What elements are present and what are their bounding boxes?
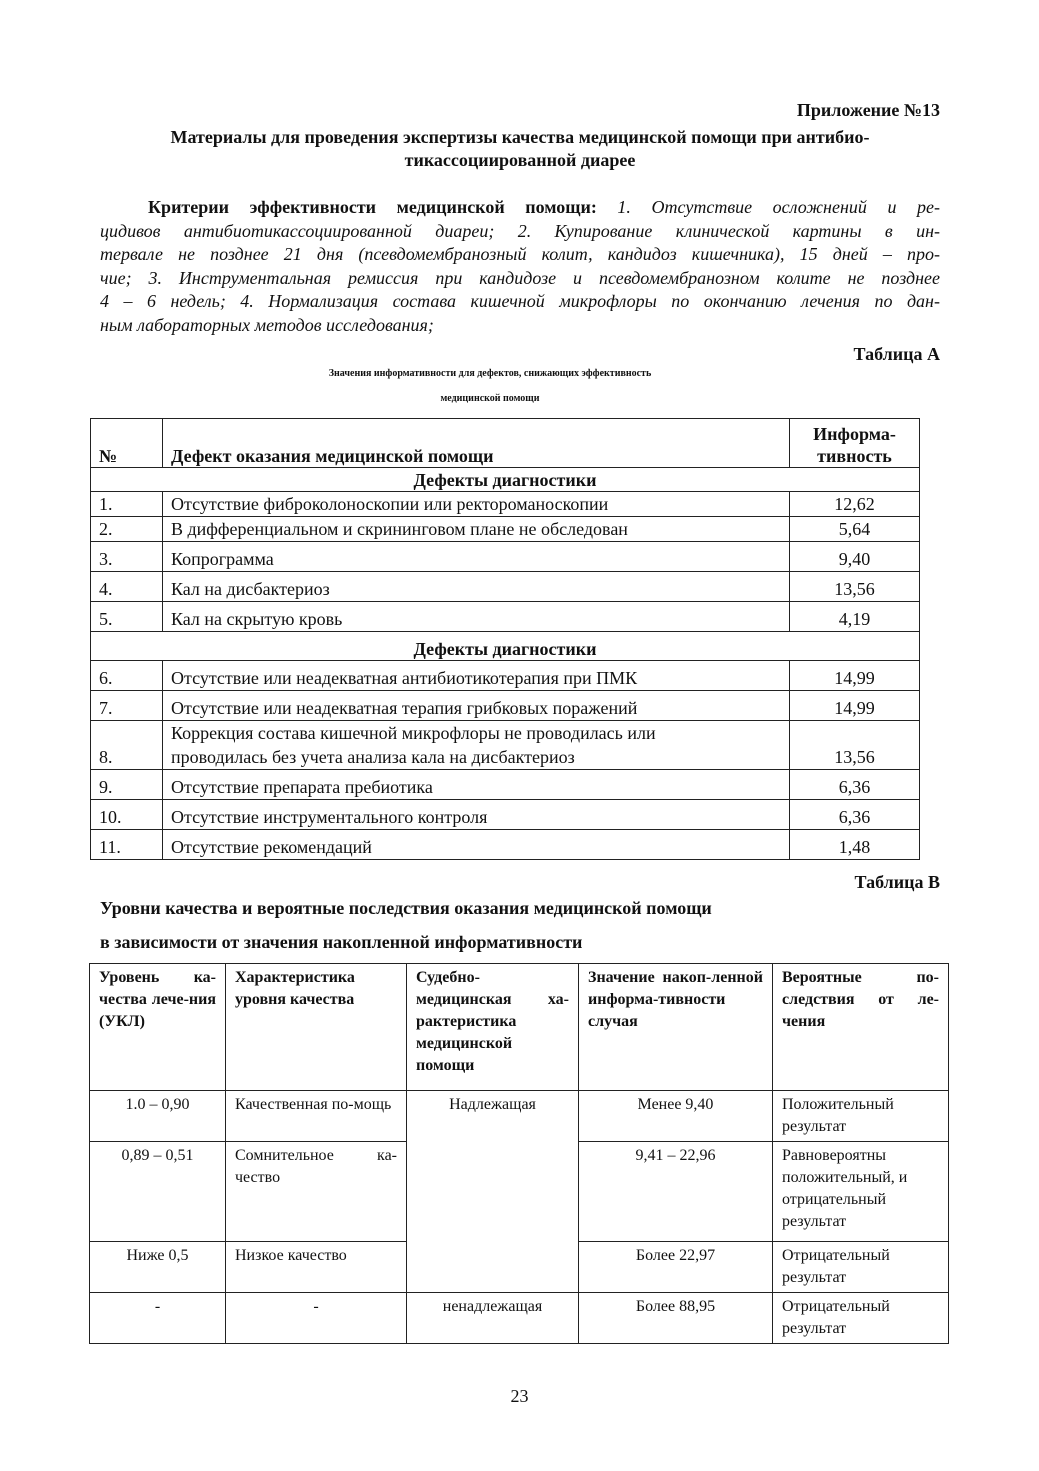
criteria-line-1: Критерии эффективности медицинской помощи: 1. Отсутствие осложнений и ре-: [148, 197, 940, 217]
row-level: -: [90, 1293, 226, 1344]
criteria-paragraph: [100, 196, 940, 338]
row-value: 13,56: [790, 572, 920, 602]
row-forensic: ненадлежащая: [407, 1293, 579, 1344]
header-num: №: [91, 419, 163, 468]
header-defect: Дефект оказания медицинской помощи: [163, 419, 790, 468]
page-number: 23: [510, 1386, 529, 1406]
document-title: [100, 126, 940, 172]
row-defect: Отсутствие или неадекватная терапия грибковых поражений: [163, 691, 790, 721]
criteria-line-4: чие; 3. Инструментальная ремиссия при кандидозе и псевдомембранозном колите не позднее: [100, 267, 940, 288]
appendix-label: Приложение №13: [796, 100, 940, 120]
row-defect: Кал на дисбактериоз: [163, 572, 790, 602]
row-defect: Отсутствие или неадекватная антибиотикотерапия при ПМК: [163, 661, 790, 691]
row-outcome: Отрицательный результат: [773, 1242, 949, 1293]
row-defect: Отсутствие инструментального контроля: [163, 800, 790, 830]
row-num: 1.: [91, 492, 163, 517]
header-outcome: Вероятные по-следствия от ле-чения: [773, 964, 949, 1091]
row-defect: В дифференциальном и скрининговом плане не обследован: [163, 517, 790, 542]
row-level: 1.0 – 0,90: [90, 1091, 226, 1142]
title-line-1: Материалы для проведения экспертизы качества медицинской помощи при антибио-: [170, 127, 870, 147]
row-value: 1,48: [790, 830, 920, 860]
header-forensic: Судебно-медицинская ха-рактеристика медицинской помощи: [407, 964, 579, 1091]
table-row: [91, 691, 920, 721]
title-line-2: тикассоциированной диарее: [404, 150, 636, 170]
row-value: 9,41 – 22,96: [579, 1142, 773, 1242]
table-row: [91, 602, 920, 632]
header-accumulated-value: Значение накоп-ленной информа-тивности случая: [579, 964, 773, 1091]
section-row: [91, 632, 920, 661]
header-quality-level: Уровень ка-чества лече-ния (УКЛ): [90, 964, 226, 1091]
row-value: 9,40: [790, 542, 920, 572]
table-row: [91, 492, 920, 517]
header-characteristic: Характеристика уровня качества: [226, 964, 407, 1091]
row-defect: Кал на скрытую кровь: [163, 602, 790, 632]
row-num: 7.: [91, 691, 163, 721]
criteria-label: Критерии эффективности медицинской помощи:: [148, 197, 597, 217]
row-outcome: Положительный результат: [773, 1091, 949, 1142]
table-row: [91, 830, 920, 860]
criteria-line-6: ным лабораторных методов исследования;: [100, 314, 434, 335]
table-row: [91, 542, 920, 572]
row-value: Менее 9,40: [579, 1091, 773, 1142]
row-characteristic: Качественная по-мощь: [226, 1091, 407, 1142]
table-b-header-row: [90, 964, 949, 1091]
row-level: 0,89 – 0,51: [90, 1142, 226, 1242]
table-a-caption-line-2: медицинской помощи: [440, 393, 540, 404]
row-value: 14,99: [790, 661, 920, 691]
row-value: 14,99: [790, 691, 920, 721]
table-a-label: Таблица А: [853, 344, 940, 364]
row-value: 6,36: [790, 770, 920, 800]
table-b-label: Таблица В: [854, 872, 940, 892]
row-num: 10.: [91, 800, 163, 830]
table-row: [91, 800, 920, 830]
section-title: Дефекты диагностики: [91, 468, 920, 492]
table-row: [91, 517, 920, 542]
table-b: [89, 963, 949, 1344]
row-outcome: Равновероятны положительный, и отрицательный результат: [773, 1142, 949, 1242]
section-row: [91, 468, 920, 492]
row-defect: Копрограмма: [163, 542, 790, 572]
row-value: 4,19: [790, 602, 920, 632]
row-value: Более 22,97: [579, 1242, 773, 1293]
row-num: 5.: [91, 602, 163, 632]
section-title: Дефекты диагностики: [91, 632, 920, 661]
row-defect: Отсутствие препарата пребиотика: [163, 770, 790, 800]
criteria-line-2: цидивов антибиотикассоциированной диареи; 2. Купирование клинической картины в ин-: [100, 220, 940, 241]
row-defect: Отсутствие рекомендаций: [163, 830, 790, 860]
row-value: 5,64: [790, 517, 920, 542]
table-a: [90, 418, 920, 860]
header-informativeness: Информа- тивность: [790, 419, 920, 468]
row-num: 2.: [91, 517, 163, 542]
table-a-header-row: [91, 419, 920, 468]
row-defect: Отсутствие фиброколоноскопии или ректороманоскопии: [163, 492, 790, 517]
row-defect: Коррекция состава кишечной микрофлоры не проводилась или проводилась без учета анализа кала на дисбактериоз: [163, 721, 790, 770]
table-row: [90, 1293, 949, 1344]
row-characteristic: Низкое качество: [226, 1242, 407, 1293]
row-num: 4.: [91, 572, 163, 602]
row-outcome: Отрицательный результат: [773, 1293, 949, 1344]
criteria-line-3: тервале не позднее 21 дня (псевдомембранозный колит, кандидоз кишечника), 15 дней – про-: [100, 244, 940, 265]
row-num: 3.: [91, 542, 163, 572]
row-level: Ниже 0,5: [90, 1242, 226, 1293]
table-row: [91, 770, 920, 800]
row-value: 13,56: [790, 721, 920, 770]
row-value: 12,62: [790, 492, 920, 517]
row-num: 6.: [91, 661, 163, 691]
row-forensic: Надлежащая: [407, 1091, 579, 1293]
table-row: [90, 1091, 949, 1142]
row-characteristic: -: [226, 1293, 407, 1344]
row-value: 6,36: [790, 800, 920, 830]
table-row: [91, 572, 920, 602]
criteria-line-5: 4 – 6 недель; 4. Нормализация состава кишечной микрофлоры по окончанию лечения по дан-: [100, 291, 940, 312]
table-a-caption-line-1: Значения информативности для дефектов, снижающих эффективность: [328, 368, 652, 379]
table-row: [91, 661, 920, 691]
row-num: 8.: [91, 721, 163, 770]
table-b-title-line-2: в зависимости от значения накопленной информативности: [100, 932, 583, 952]
row-num: 11.: [91, 830, 163, 860]
table-b-title-line-1: Уровни качества и вероятные последствия оказания медицинской помощи: [100, 898, 712, 918]
row-characteristic: Сомнительное ка-чество: [226, 1142, 407, 1242]
row-num: 9.: [91, 770, 163, 800]
row-value: Более 88,95: [579, 1293, 773, 1344]
table-row: [91, 721, 920, 770]
